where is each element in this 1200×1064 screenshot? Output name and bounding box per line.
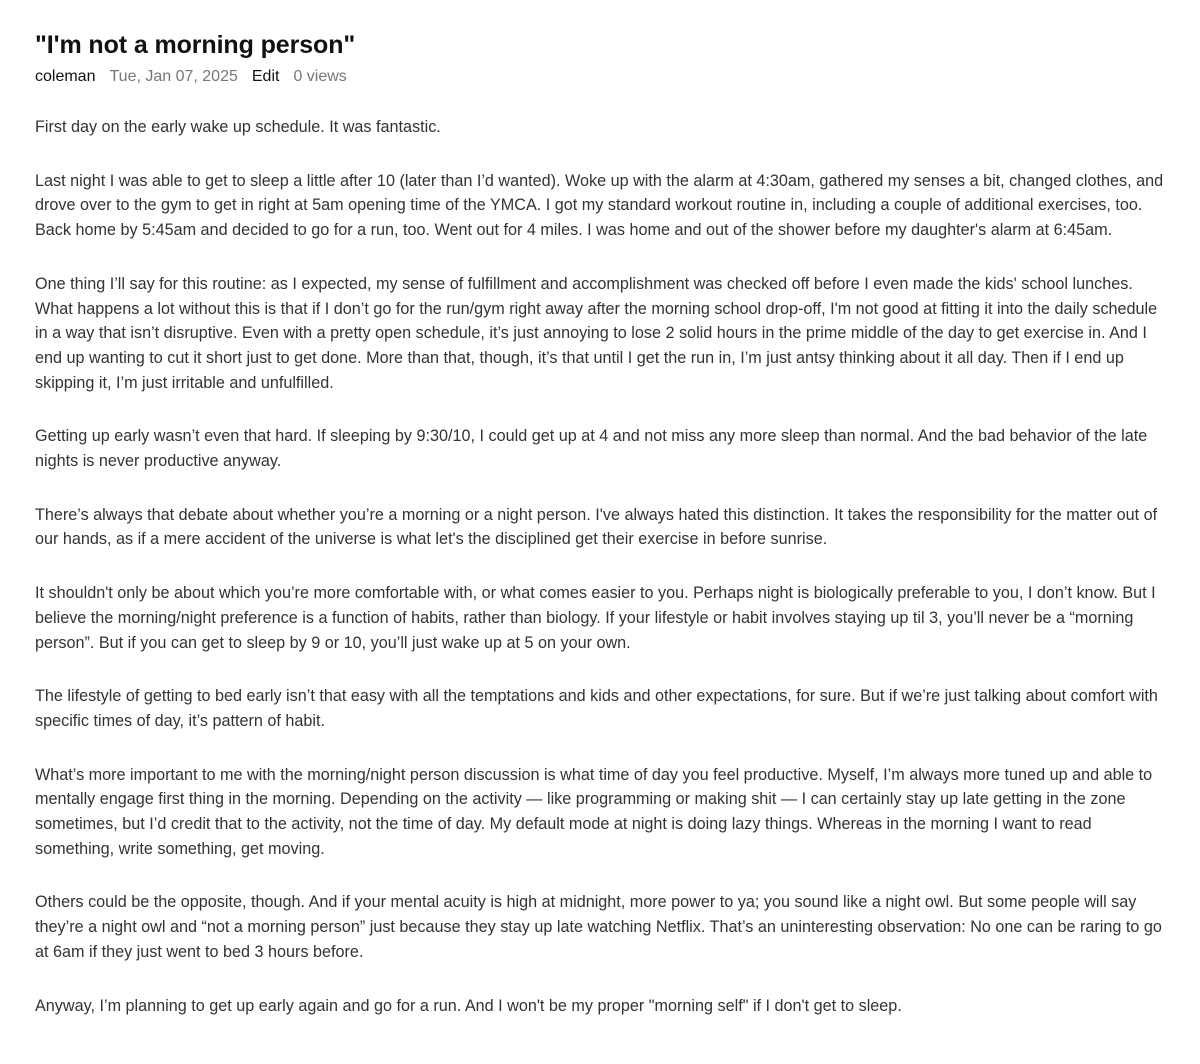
blog-post bbox=[35, 26, 1167, 1047]
paragraph: Getting up early wasn’t even that hard. If sleeping by 9:30/10, I could get up at 4 and not miss any more sleep than normal. And the bad behavior of the late nights is never productive anyway. bbox=[35, 427, 1148, 471]
post-title: "I'm not a morning person" bbox=[35, 31, 356, 59]
paragraph: It shouldn't only be about which you’re more comfortable with, or what comes easier to you. Perhaps night is biologically preferable to you, I don’t know. But I believe the morning/night preference is a function of habits, rather than biology. If your lifestyle or habit involves staying up til 3, you’ll never be a “morning person”. But if you can get to sleep by 9 or 10, you’ll just wake up at 5 on your own. bbox=[35, 584, 1156, 652]
author-link[interactable]: coleman bbox=[35, 68, 96, 85]
paragraph: There’s always that debate about whether you’re a morning or a night person. I've always hated this distinction. It takes the responsibility for the matter out of our hands, as if a mere accident of the universe is what let's the disciplined get their exercise in before sunrise. bbox=[35, 505, 1158, 549]
post-meta bbox=[35, 65, 1167, 89]
post-body bbox=[35, 115, 1167, 1018]
paragraph: The lifestyle of getting to bed early isn’t that easy with all the temptations and kids and other expectations, for sure. But if we’re just talking about comfort with specific times of day, it’s pattern of habit. bbox=[35, 687, 1158, 730]
paragraph: First day on the early wake up schedule. It was fantastic. bbox=[35, 118, 441, 136]
paragraph: Others could be the opposite, though. And if your mental acuity is high at midnight, more power to ya; you sound like a night owl. But some people will say they’re a night owl and “not a morning person” just because they stay up late watching Netflix. That’s an uninteresting observation: No one can be raring to go at 6am if they just went to bed 3 hours before. bbox=[35, 893, 1162, 961]
paragraph: What’s more important to me with the morning/night person discussion is what time of day you feel productive. Myself, I’m always more tuned up and able to mentally engage first thing in the morning. Depending on the activity — like programming or making shit — I can certainly stay up late getting in the zone sometimes, but I’d credit that to the activity, not the time of day. My default mode at night is doing lazy things. Whereas in the morning I want to read something, write something, get moving. bbox=[35, 765, 1153, 858]
view-count: 0 views bbox=[293, 68, 347, 85]
paragraph: Anyway, I’m planning to get up early again and go for a run. And I won't be my proper "morning self" if I don't get to sleep. bbox=[35, 996, 902, 1015]
post-date: Tue, Jan 07, 2025 bbox=[109, 68, 238, 85]
paragraph: One thing I’ll say for this routine: as I expected, my sense of fulfillment and accomplishment was checked off before I even made the kids' school lunches. What happens a lot without this is that if I don’t go for the run/gym right away after the morning school drop-off, I'm not good at fitting it into the daily schedule in a way that isn’t disruptive. Even with a pretty open schedule, it’s just annoying to lose 2 solid hours in the prime middle of the day to get exercise in. And I end up wanting to cut it short just to get done. More than that, though, it’s that until I get the run in, I’m just antsy thinking about it all day. Then if I end up skipping it, I’m just irritable and unfulfilled. bbox=[35, 274, 1158, 392]
paragraph: Last night I was able to get to sleep a little after 10 (later than I’d wanted). Woke up with the alarm at 4:30am, gathered my senses a bit, changed clothes, and drove over to the gym to get in right at 5am opening time of the YMCA. I got my standard workout routine in, including a couple of additional exercises, too. Back home by 5:45am and decided to go for a run, too. Went out for 4 miles. I was home and out of the shower before my daughter's alarm at 6:45am. bbox=[35, 171, 1164, 240]
edit-link[interactable]: Edit bbox=[251, 68, 280, 85]
